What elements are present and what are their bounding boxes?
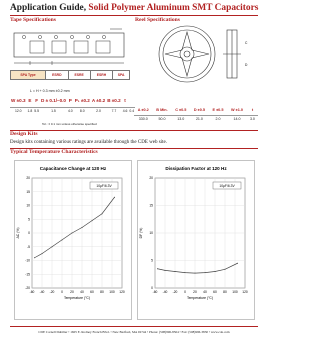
reel-value: 330.0 xyxy=(134,116,153,123)
data-point xyxy=(195,273,196,274)
spa-type-table xyxy=(10,70,130,80)
reel-header: E ±0.5 xyxy=(212,107,224,112)
data-point xyxy=(42,253,43,254)
temperature-heading: Typical Temperature Characteristics xyxy=(10,149,98,155)
dim-value: 7.7 xyxy=(106,108,122,115)
y-tick-label: -20 xyxy=(25,286,30,291)
data-point xyxy=(215,271,216,272)
x-tick-label: 40 xyxy=(80,290,84,294)
x-tick-label: 60 xyxy=(90,290,94,294)
data-point xyxy=(157,268,158,269)
y-axis-label: ΔC (%) xyxy=(16,227,20,239)
y-tick-label: 5 xyxy=(151,258,153,263)
reel-value: 3.0 xyxy=(247,116,258,123)
spa-type-esre: ESRE xyxy=(68,71,90,80)
svg-text:D: D xyxy=(245,63,248,67)
legend-label: 10µF/6.3V xyxy=(96,183,112,188)
x-axis-label: Temperature (°C) xyxy=(63,296,91,300)
page-title xyxy=(10,3,258,13)
y-tick-label: 0 xyxy=(28,231,30,236)
dim-value: 1.8 xyxy=(27,109,33,113)
reel-header: B Min. xyxy=(156,107,168,112)
y-tick-label: 20 xyxy=(26,176,30,181)
dim-header: P xyxy=(68,98,72,103)
x-tick-label: -60 xyxy=(152,290,158,294)
reel-header: t xyxy=(251,107,254,112)
reel-value: 50.0 xyxy=(153,116,172,123)
x-tick-label: 100 xyxy=(109,290,115,294)
dim-header: W ±0.3 xyxy=(11,98,26,103)
dim-header: t xyxy=(124,98,126,103)
data-point xyxy=(52,246,53,247)
x-tick-label: 120 xyxy=(242,290,248,294)
x-tick-label: -40 xyxy=(162,290,168,294)
reel-value: 14.0 xyxy=(227,116,247,123)
x-tick-label: -20 xyxy=(49,290,55,294)
dim-value: 4.0 xyxy=(67,109,73,113)
reel-value: 13.0 xyxy=(171,116,190,123)
svg-text:C: C xyxy=(245,41,248,45)
y-tick-label: 0 xyxy=(151,286,153,291)
x-tick-label: 80 xyxy=(100,290,104,294)
y-tick-label: -5 xyxy=(27,244,30,249)
y-tick-label: 15 xyxy=(26,189,30,194)
data-point xyxy=(225,269,226,270)
dim-header: A ±0.2 xyxy=(91,98,106,103)
data-point xyxy=(62,239,63,240)
dim-header: E xyxy=(28,98,32,103)
capacitance-change-chart xyxy=(14,160,132,320)
x-tick-label: -60 xyxy=(29,290,35,294)
reel-header: D ±0.5 xyxy=(193,107,206,112)
data-point xyxy=(34,257,35,258)
reel-header: A ±0.2 xyxy=(137,107,149,112)
reel-drawing xyxy=(135,24,258,86)
series-line xyxy=(35,197,115,258)
y-axis-label: DF (%) xyxy=(139,227,143,239)
tape-dimension-table xyxy=(10,94,135,114)
title-main: Application Guide, xyxy=(10,3,89,13)
data-point xyxy=(102,213,103,214)
x-tick-label: 100 xyxy=(232,290,238,294)
dim-header: B ±0.2 xyxy=(107,98,121,103)
x-tick-label: 0 xyxy=(61,290,63,294)
title-accent: Solid Polymer Aluminum SMT Capacitors xyxy=(88,3,259,13)
dim-header: F xyxy=(35,98,39,103)
reel-value: 21.0 xyxy=(190,116,209,123)
length-formula: L = H + 0.3 mm ±0.2 mm xyxy=(30,89,70,93)
data-point xyxy=(92,220,93,221)
data-point xyxy=(82,227,83,228)
reel-header: C ±0.5 xyxy=(175,107,187,112)
data-point xyxy=(185,272,186,273)
dim-value: 4.6 xyxy=(122,109,128,113)
reel-value: 2.0 xyxy=(209,116,227,123)
spa-type-esrh: ESRH xyxy=(90,71,113,80)
legend-label: 10µF/6.3V xyxy=(219,183,235,188)
dim-value: 0.4 xyxy=(129,109,135,113)
data-point xyxy=(72,233,73,234)
dim-value: 12.0 xyxy=(10,108,27,115)
chart-title: Capacitance Change at 120 Hz xyxy=(39,166,107,171)
design-kits-heading: Design Kits xyxy=(10,131,38,137)
y-tick-label: 5 xyxy=(28,217,30,222)
series-line xyxy=(158,263,238,273)
footer-contact: CDE Cornell Dubilier • 1605 E. Rodney French Blvd. • New Bedford, MA 02744 • Phone: (508)996-8564 • Fax: (508)996-3830 • www.cde.com xyxy=(38,330,230,334)
y-tick-label: -10 xyxy=(25,258,30,263)
data-point xyxy=(175,271,176,272)
spa-type-esrd: ESRD xyxy=(46,71,69,80)
dim-value: 8.0 xyxy=(74,108,91,115)
x-tick-label: -40 xyxy=(39,290,45,294)
chart-title: Dissipation Factor at 120 Hz xyxy=(165,166,227,171)
x-tick-label: 40 xyxy=(203,290,207,294)
title-rule xyxy=(10,15,258,16)
y-tick-label: 10 xyxy=(26,203,30,208)
reel-heading: Reel Specifications xyxy=(135,17,180,23)
dissipation-factor-chart xyxy=(137,160,255,320)
dim-value: 2.0 xyxy=(91,108,106,115)
data-point xyxy=(237,263,238,264)
dim-header: P₁ ±0.2 xyxy=(74,98,90,103)
y-tick-label: 10 xyxy=(149,231,153,236)
footer-rule xyxy=(10,326,258,327)
dim-header: D ± 0.1/–0.0 xyxy=(40,98,66,103)
x-tick-label: 20 xyxy=(193,290,197,294)
tape-drawing xyxy=(10,25,130,69)
spa-type-spa: SPA xyxy=(113,71,130,80)
dim-value: 1.5 xyxy=(40,108,67,115)
x-tick-label: 0 xyxy=(184,290,186,294)
x-tick-label: 80 xyxy=(223,290,227,294)
data-point xyxy=(165,270,166,271)
spa-type-label: SPA Type xyxy=(11,71,46,80)
x-tick-label: 20 xyxy=(70,290,74,294)
data-point xyxy=(114,197,115,198)
design-kits-text: Design kits containing various ratings are available through the CDE web site. xyxy=(10,140,167,145)
y-tick-label: 20 xyxy=(149,176,153,181)
y-tick-label: 15 xyxy=(149,203,153,208)
section-rule xyxy=(10,130,258,131)
tape-heading: Tape Specifications xyxy=(10,17,56,23)
x-tick-label: 60 xyxy=(213,290,217,294)
data-point xyxy=(205,272,206,273)
x-axis-label: Temperature (°C) xyxy=(186,296,214,300)
reel-header: W ±1.0 xyxy=(231,107,244,112)
x-tick-label: -20 xyxy=(172,290,178,294)
x-tick-label: 120 xyxy=(119,290,125,294)
dim-value: 5.5 xyxy=(34,109,39,113)
tolerance-note: Tol.: ± 0.1 mm unless otherwise specified xyxy=(42,122,97,126)
y-tick-label: -15 xyxy=(25,272,30,277)
reel-dimension-table xyxy=(134,104,258,122)
